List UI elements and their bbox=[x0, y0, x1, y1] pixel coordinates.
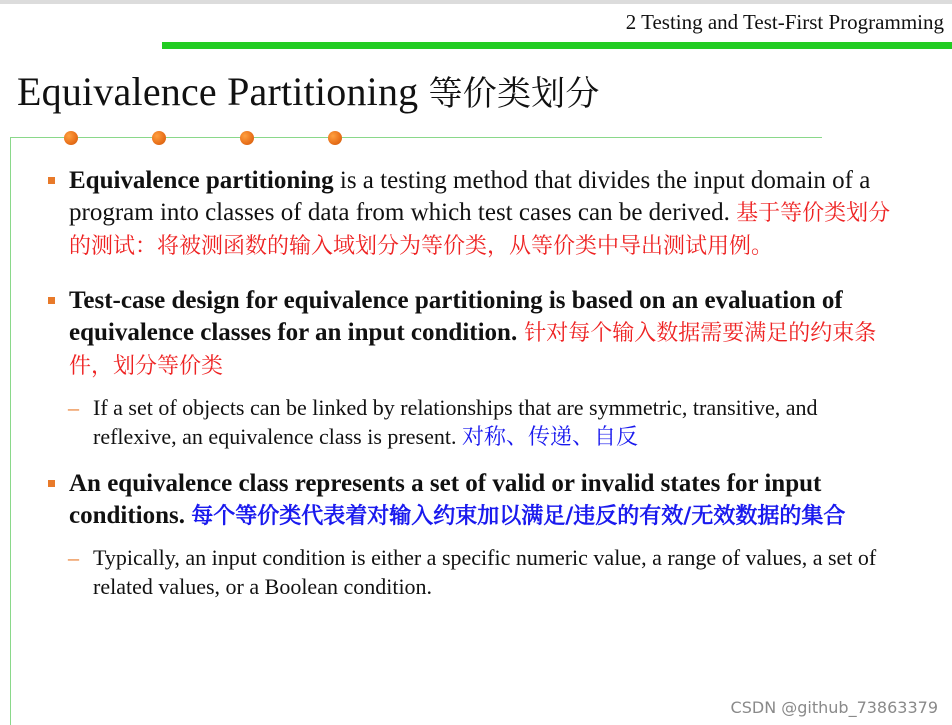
orange-dot-icon bbox=[328, 131, 342, 145]
orange-dot-icon bbox=[64, 131, 78, 145]
term-equivalence-partitioning: Equivalence partitioning bbox=[69, 167, 334, 194]
bullet-3-cn-note: 每个等价类代表着对输入约束加以满足/违反的有效/无效数据的集合 bbox=[191, 504, 846, 529]
orange-dot-icon bbox=[152, 131, 166, 145]
bullet-3-text: An equivalence class represents a set of valid or invalid states for input conditions. bbox=[69, 470, 822, 529]
title-underline bbox=[10, 137, 822, 138]
bullet-1-text: is a testing method that divides the input domain of a program into classes of data from which test cases can be derived. bbox=[69, 167, 871, 226]
bullet-item-1 bbox=[46, 165, 906, 263]
bullet-1-cn-note: 基于等价类划分的测试：将被测函数的输入域划分为等价类，从等价类中导出测试用例。 bbox=[69, 201, 891, 259]
square-bullet-icon bbox=[48, 480, 55, 487]
bullet-2-cn-note: 针对每个输入数据需要满足的约束条件，划分等价类 bbox=[69, 321, 877, 379]
orange-dot-icon bbox=[240, 131, 254, 145]
sub-item-3-1-text: Typically, an input condition is either a specific numeric value, a range of values, a set of related values, or a Boolean condition. bbox=[93, 545, 877, 599]
sub-item-2-1-text: If a set of objects can be linked by relationships that are symmetric, transitive, and reflexive, an equivalence class is present. bbox=[93, 395, 818, 449]
watermark: CSDN @github_73863379 bbox=[730, 698, 938, 717]
bullet-item-3 bbox=[46, 468, 906, 533]
dash-bullet-icon: – bbox=[68, 395, 79, 420]
square-bullet-icon bbox=[48, 297, 55, 304]
chapter-header: 2 Testing and Test-First Programming bbox=[625, 10, 944, 34]
bullet-item-2 bbox=[46, 285, 906, 383]
slide-title-en: Equivalence Partitioning bbox=[17, 69, 419, 114]
top-rule bbox=[0, 0, 952, 4]
dash-bullet-icon: – bbox=[68, 545, 79, 570]
sub-item-2-1 bbox=[46, 393, 906, 452]
header-accent-bar bbox=[162, 42, 952, 49]
slide-title bbox=[17, 66, 600, 115]
slide-content bbox=[46, 165, 906, 601]
left-border-line bbox=[10, 137, 11, 725]
slide-title-cn: 等价类划分 bbox=[428, 74, 600, 114]
bullet-2-text: Test-case design for equivalence partitioning is based on an evaluation of equivalence classes for an input condition. bbox=[69, 287, 843, 346]
square-bullet-icon bbox=[48, 177, 55, 184]
sub-item-3-1 bbox=[46, 543, 906, 601]
sub-item-2-1-cn-note: 对称、传递、自反 bbox=[461, 425, 638, 450]
